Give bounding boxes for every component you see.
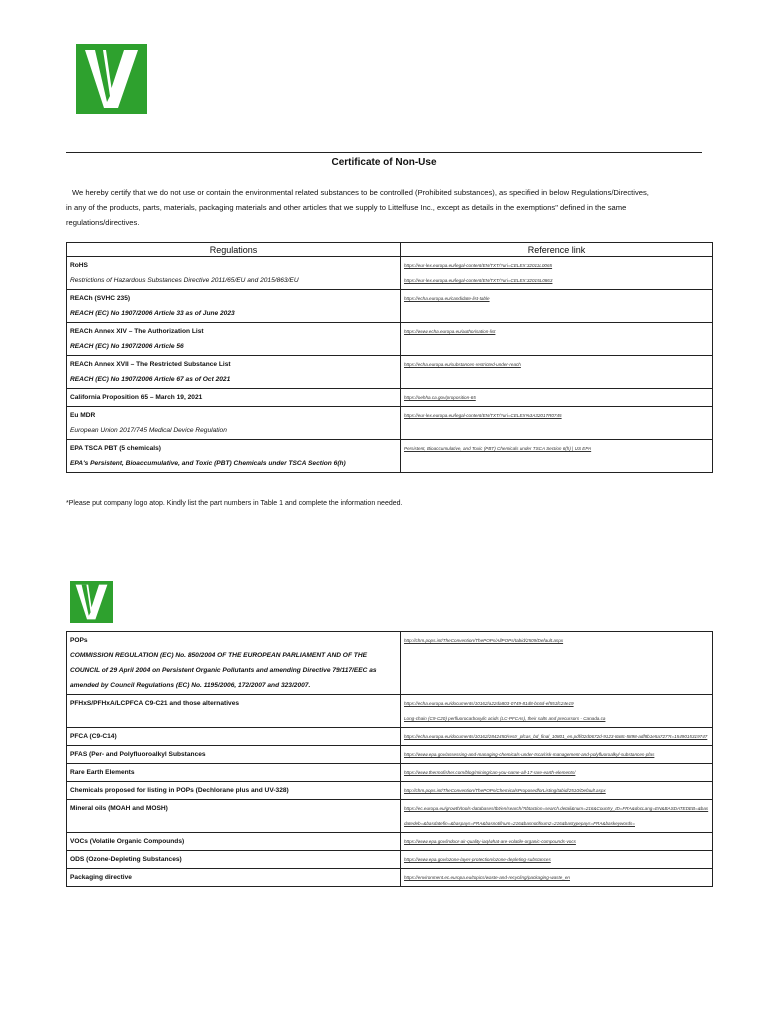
table-row [67,869,713,887]
reference-cell [401,851,713,869]
reference-link[interactable]: Persistent, Bioaccumulative, and Toxic (PBT) Chemicals under TSCA Section 6(h) | US EPA [404,446,592,451]
table-row [67,695,713,728]
reference-link[interactable]: http://chm.pops.int/TheConvention/ThePOPs/AllPOPs/tabid/2509/Default.aspx [404,638,564,643]
column-header-reference-link: Reference link [401,243,713,257]
table-row [67,407,713,440]
regulation-name: POPs [70,637,88,644]
regulation-cell [67,389,401,407]
document-title: Certificate of Non-Use [331,157,437,168]
regulation-description: European Union 2017/745 Medical Device Regulation [70,427,227,434]
regulation-cell [67,356,401,389]
reference-link[interactable]: https://echa.europa.eu/documents/10162/a22da803-0749-81d8-bc6d-ef551fc24e19 [404,701,574,706]
reference-cell [401,407,713,440]
reference-cell [401,800,713,833]
regulation-cell [67,833,401,851]
reference-cell [401,632,713,695]
table-row [67,728,713,746]
reference-link[interactable]: https://echa.europa.eu/documents/10162/2842450/restr_pfcas_bd_final_10801_en.pdf/02d0672d-9123-8a8c-5898-adf8b1e5a727?t=1549015319747 [404,734,708,739]
reference-cell [401,440,713,473]
regulation-cell [67,632,401,695]
reference-cell [401,389,713,407]
table-row [67,632,713,695]
regulation-description: COMMISSION REGULATION (EC) No. 850/2004 OF THE EUROPEAN PARLIAMENT AND OF THE COUNCIL of 29 April 2004 on Persistent Organic Pollutants and amending Directive 79/117/EEC as amended by Council Regulations (EC) No. 1195/2006, 172/2007 and 323/2007. [70,652,377,689]
reference-cell [401,356,713,389]
regulation-cell [67,257,401,290]
regulation-cell [67,695,401,728]
regulation-cell [67,782,401,800]
reference-cell [401,695,713,728]
header-divider [66,152,702,153]
logo-mark-icon [70,581,113,623]
reference-cell [401,323,713,356]
regulation-name: Eu MDR [70,412,96,419]
intro-line: regulations/directives. [66,218,140,227]
reference-link[interactable]: https://www.epa.gov/assessing-and-managing-chemicals-under-tsca/risk-management-and-polyfluoroalkyl-substances-pfas [404,752,655,757]
regulation-description: REACH (EC) No 1907/2006 Article 56 [70,343,184,350]
regulations-table [66,242,713,473]
regulation-name: REACh Annex XVII – The Restricted Substance List [70,361,231,368]
regulation-cell [67,407,401,440]
table-row [67,851,713,869]
regulation-cell [67,728,401,746]
reference-cell [401,746,713,764]
reference-cell [401,257,713,290]
reference-link[interactable]: Long-chain (C9-C20) perfluorocarboxylic acids (LC-PFCAs), their salts and precursors - Canada.ca [404,716,606,721]
regulation-cell [67,869,401,887]
regulation-name: EPA TSCA PBT (5 chemicals) [70,445,161,452]
reference-link[interactable]: https://environment.ec.europa.eu/topics/waste-and-recycling/packaging-waste_en [404,875,570,880]
reference-link[interactable]: https://eur-lex.europa.eu/legal-content/EN/TXT/?uri=CELEX%3A32017R0745 [404,413,562,418]
table-row [67,356,713,389]
regulation-description: REACH (EC) No 1907/2006 Article 67 as of Oct 2021 [70,376,231,383]
regulation-cell [67,746,401,764]
regulation-cell [67,800,401,833]
regulation-cell [67,440,401,473]
regulation-name: RoHS [70,262,88,269]
regulation-name: Rare Earth Elements [70,769,135,776]
company-logo [76,44,147,114]
reference-link[interactable]: https://eur-lex.europa.eu/legal-content/EN/TXT/?uri=CELEX:32015L0863 [404,278,553,283]
reference-link[interactable]: https://www.echa.europa.eu/authorisation-list [404,329,496,334]
table-row [67,257,713,290]
regulation-name: VOCs (Volatile Organic Compounds) [70,838,185,845]
reference-link[interactable]: https://www.thermofisher.com/blog/mining/can-you-name-all-17-rare-earth-elements/ [404,770,576,775]
reference-link[interactable]: https://echa.europa.eu/substances-restricted-under-reach [404,362,521,367]
intro-paragraph [66,185,702,230]
table-row [67,290,713,323]
regulation-name: ODS (Ozone-Depleting Substances) [70,856,182,863]
table-row [67,800,713,833]
reference-link[interactable]: https://ec.europa.eu/growth/tools-databases/tbt/en/search/?tbtaction=search.detail&num=216&Country_ID=FRA&docLang=EN&BASDATEDEB=&basdatedeb=&basdatefin=&baspays=FRA&basnotifnum=216&basnotifnum2=216&bastypepays=FRA&baskeywords= [404,806,709,826]
reference-cell [401,764,713,782]
reference-link[interactable]: https://eur-lex.europa.eu/legal-content/EN/TXT/?uri=CELEX:32011L0065 [404,263,553,268]
regulation-name: Chemicals proposed for listing in POPs (Dechlorane plus and UV-328) [70,787,289,794]
regulation-name: PFAS (Per- and Polyfluoroalkyl Substances [70,751,206,758]
intro-line: We hereby certify that we do not use or contain the environmental related substances to be controlled (Prohibited substances), as specified in below Regulations/Directives, [72,188,649,197]
reference-link[interactable]: https://www.epa.gov/ozone-layer-protection/ozone-depleting-substances [404,857,551,862]
table-row [67,323,713,356]
regulation-name: Packaging directive [70,874,132,881]
intro-line: in any of the products, parts, materials, packaging materials and other articles that we supply to Littelfuse Inc., except as details in the exemptions" defined in the same [66,203,627,212]
reference-cell [401,290,713,323]
regulation-description: EPA's Persistent, Bioaccumulative, and Toxic (PBT) Chemicals under TSCA Section 6(h) [70,460,346,467]
reference-cell [401,782,713,800]
regulation-name: Mineral oils (MOAH and MOSH) [70,805,168,812]
regulation-name: REACh Annex XIV – The Authorization List [70,328,204,335]
regulation-name: REACh (SVHC 235) [70,295,131,302]
regulation-name: PFHxS/PFHxA/LCPFCA C9-C21 and those alternatives [70,700,240,707]
reference-cell [401,833,713,851]
reference-cell [401,869,713,887]
table-row [67,389,713,407]
regulation-cell [67,323,401,356]
regulation-cell [67,290,401,323]
reference-link[interactable]: https://www.epa.gov/indoor-air-quality-iaq/what-are-volatile-organic-compounds-vocs [404,839,576,844]
regulation-name: PFCA (C9-C14) [70,733,117,740]
table-row [67,746,713,764]
table-row [67,440,713,473]
regulation-description: REACH (EC) No 1907/2006 Article 33 as of June 2023 [70,310,235,317]
reference-link[interactable]: http://chm.pops.int/TheConvention/ThePOPs/ChemicalsProposedforListing/tabid/2510/Default.aspx [404,788,606,793]
regulation-cell [67,764,401,782]
reference-link[interactable]: https://oehha.ca.gov/proposition-65 [404,395,476,400]
column-header-regulations: Regulations [67,243,401,257]
company-logo-small [70,581,113,623]
logo-mark-icon [76,44,147,114]
table-header-row [67,243,713,257]
table-row [67,833,713,851]
regulation-name: California Proposition 65 – March 19, 2021 [70,394,203,401]
reference-cell [401,728,713,746]
additional-regulations-table [66,631,713,887]
regulation-cell [67,851,401,869]
reference-link[interactable]: https://echa.europa.eu/candidate-list-table [404,296,490,301]
table-row [67,782,713,800]
table-row [67,764,713,782]
regulation-description: Restrictions of Hazardous Substances Directive 2011/65/EU and 2015/863/EU [70,277,299,284]
footnote: *Please put company logo atop. Kindly list the part numbers in Table 1 and complete the information needed. [66,500,403,507]
